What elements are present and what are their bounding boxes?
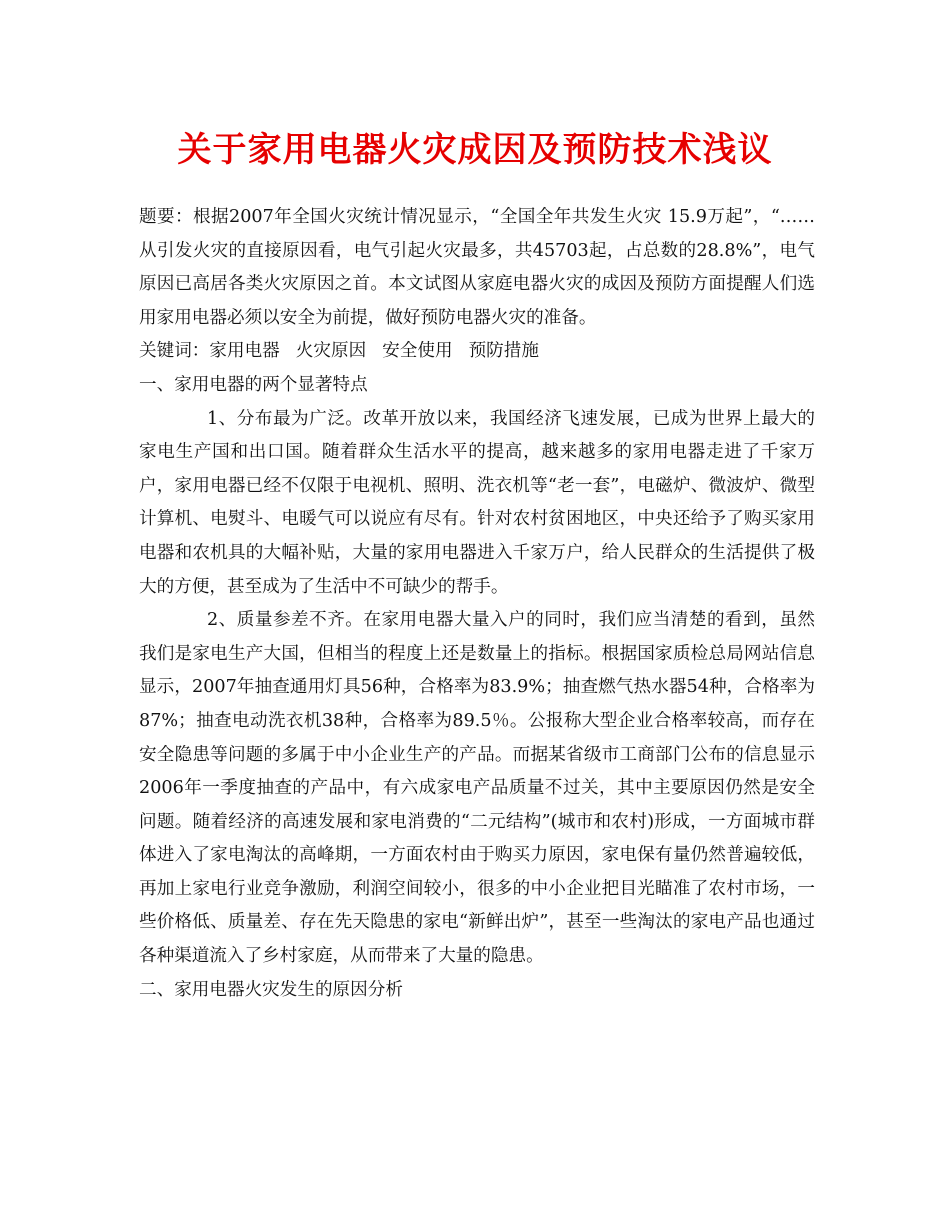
document-title: 关于家用电器火灾成因及预防技术浅议 bbox=[177, 130, 773, 170]
keywords-line bbox=[139, 335, 815, 369]
keyword-item: 火灾原因 bbox=[295, 341, 367, 362]
keyword-item: 家用电器 bbox=[209, 341, 280, 362]
keyword-item: 预防措施 bbox=[468, 341, 539, 362]
document-body bbox=[139, 201, 815, 1007]
body-paragraph-2: 2、质量参差不齐。在家用电器大量入户的同时，我们应当清楚的看到，虽然我们是家电生产大国，但相当的程度上还是数量上的指标。根据国家质检总局网站信息显示，2007年抽查通用灯具56种，合格率为83.9%；抽查燃气热水器54种，合格率为87%；抽查电动洗衣机38种，合格率为89.5％。公报称大型企业合格率较高，而存在安全隐患等问题的多属于中小企业生产的产品。而据某省级市工商部门公布的信息显示2006年一季度抽查的产品中，有六成家电产品质量不过关，其中主要原因仍然是安全问题。随着经济的高速发展和家电消费的“二元结构”(城市和农村)形成，一方面城市群体进入了家电淘汰的高峰期，一方面农村由于购买力原因，家电保有量仍然普遍较低，再加上家电行业竞争激励，利润空间较小，很多的中小企业把目光瞄准了农村市场，一些价格低、质量差、存在先天隐患的家电“新鲜出炉”，甚至一些淘汰的家电产品也通过各种渠道流入了乡村家庭，从而带来了大量的隐患。 bbox=[139, 610, 815, 967]
keywords-label: 关键词： bbox=[139, 341, 210, 362]
abstract-paragraph: 题要：根据2007年全国火灾统计情况显示，“全国全年共发生火灾 15.9万起”，“……从引发火灾的直接原因看，电气引起火灾最多，共45703起，占总数的28.8%”，电气原因已高居各类火灾原因之首。本文试图从家庭电器火灾的成因及预防方面提醒人们选用家用电器必须以安全为前提，做好预防电器火灾的准备。 bbox=[139, 207, 815, 328]
keyword-item: 安全使用 bbox=[382, 341, 453, 362]
section-heading-2: 二、家用电器火灾发生的原因分析 bbox=[139, 979, 403, 1000]
section-heading-1: 一、家用电器的两个显著特点 bbox=[139, 374, 368, 395]
body-paragraph-1: 1、分布最为广泛。改革开放以来，我国经济飞速发展，已成为世界上最大的家电生产国和出口国。随着群众生活水平的提高，越来越多的家用电器走进了千家万户，家用电器已经不仅限于电视机、照明、洗衣机等“老一套”，电磁炉、微波炉、微型计算机、电熨斗、电暖气可以说应有尽有。针对农村贫困地区，中央还给予了购买家用电器和农机具的大幅补贴，大量的家用电器进入千家万户，给人民群众的生活提供了极大的方便，甚至成为了生活中不可缺少的帮手。 bbox=[139, 408, 815, 597]
